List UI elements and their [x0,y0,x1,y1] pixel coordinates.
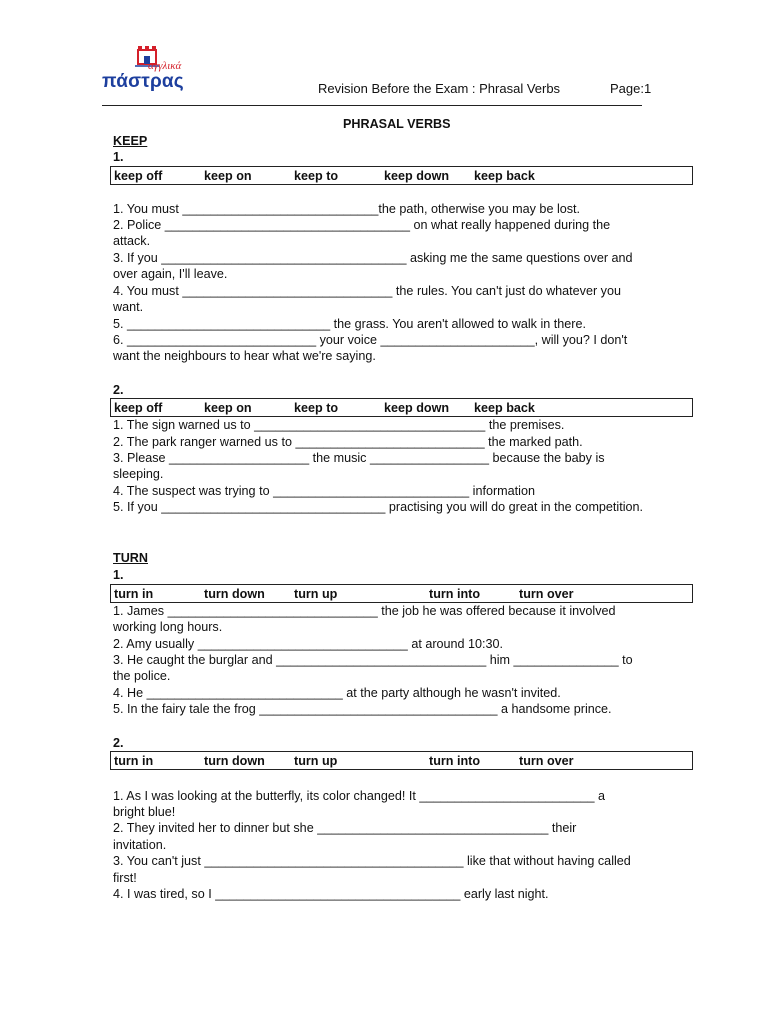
logo [102,44,198,96]
exercise-line: first! [113,871,137,885]
word-option: turn up [294,754,338,768]
exercise-line: want the neighbours to hear what we're saying. [113,349,376,363]
word-option: keep down [384,169,450,183]
exercise-line: 2. Police ___________________________________ on what really happened during the [113,218,611,232]
exercise-line: 3. Please ____________________ the music _________________ because the baby is [113,451,605,465]
exercise-line: 5. If you ________________________________ practising you will do great in the competition. [113,500,644,514]
word-option: keep back [474,401,535,415]
logo-brand-text: πάστρας [102,71,184,92]
exercise-line: 2. They invited her to dinner but she _________________________________ their [113,821,577,835]
exercise-line: sleeping. [113,467,164,481]
exercise-line: 1. The sign warned us to _________________________________ the premises. [113,418,565,432]
logo-script-text: αγγλικά [148,60,182,72]
word-option: keep off [114,169,163,183]
exercise-number: 1. [113,150,124,164]
exercise-line: 3. He caught the burglar and ______________________________ him _______________ to [113,653,633,667]
word-option: keep on [204,169,252,183]
exercise-line: 5. In the fairy tale the frog __________________________________ a handsome prince. [113,702,612,716]
section-heading-keep: KEEP [113,134,148,148]
word-option: keep back [474,169,535,183]
exercise-line: the police. [113,669,171,683]
word-option: keep off [114,401,163,415]
exercise-line: working long hours. [113,620,223,634]
exercise-line: bright blue! [113,805,176,819]
exercise-line: 4. The suspect was trying to ____________________________ information [113,484,535,498]
exercise-number: 2. [113,383,124,397]
exercise-line: attack. [113,234,151,248]
exercise-line: over again, I'll leave. [113,267,228,281]
word-option: turn down [204,754,265,768]
exercise-line: 4. He ____________________________ at the party although he wasn't invited. [113,686,561,700]
exercise-number: 2. [113,736,124,750]
exercise-line: 3. You can't just _____________________________________ like that without having called [113,854,631,868]
page-number: Page:1 [610,81,652,96]
exercise-line: invitation. [113,838,167,852]
exercise-line: 4. I was tired, so I ___________________________________ early last night. [113,887,549,901]
word-box-turn-1 [110,584,693,603]
exercise-line: 4. You must ______________________________ the rules. You can't just do whatever you [113,284,621,298]
exercise-line: 6. ___________________________ your voice ______________________, will you? I don't [113,333,628,347]
word-box-turn-2 [110,751,693,770]
exercise-line: want. [113,300,144,314]
exercise-line: 3. If you ___________________________________ asking me the same questions over and [113,251,633,265]
word-option: turn in [114,754,154,768]
header-divider [102,105,642,106]
word-option: turn into [429,587,481,601]
exercise-line: 1. James ______________________________ the job he was offered because it involved [113,604,616,618]
page-title: PHRASAL VERBS [343,117,451,131]
exercise-number: 1. [113,568,124,582]
exercise-line: 1. You must ____________________________the path, otherwise you may be lost. [113,202,581,216]
word-option: turn into [429,754,481,768]
word-box-keep-1 [110,166,693,185]
exercise-line: 2. Amy usually ______________________________ at around 10:30. [113,637,504,651]
word-option: turn over [519,754,574,768]
exercise-line: 2. The park ranger warned us to ___________________________ the marked path. [113,435,583,449]
document-title: Revision Before the Exam : Phrasal Verbs [318,81,561,96]
word-option: keep on [204,401,252,415]
exercise-line: 5. _____________________________ the grass. You aren't allowed to walk in there. [113,317,586,331]
word-option: turn down [204,587,265,601]
word-option: turn in [114,587,154,601]
exercise-line: 1. As I was looking at the butterfly, its color changed! It _________________________ a [113,789,605,803]
word-option: keep to [294,401,339,415]
word-option: keep to [294,169,339,183]
word-option: keep down [384,401,450,415]
word-box-keep-2 [110,398,693,417]
word-option: turn over [519,587,574,601]
word-option: turn up [294,587,338,601]
section-heading-turn: TURN [113,551,148,565]
